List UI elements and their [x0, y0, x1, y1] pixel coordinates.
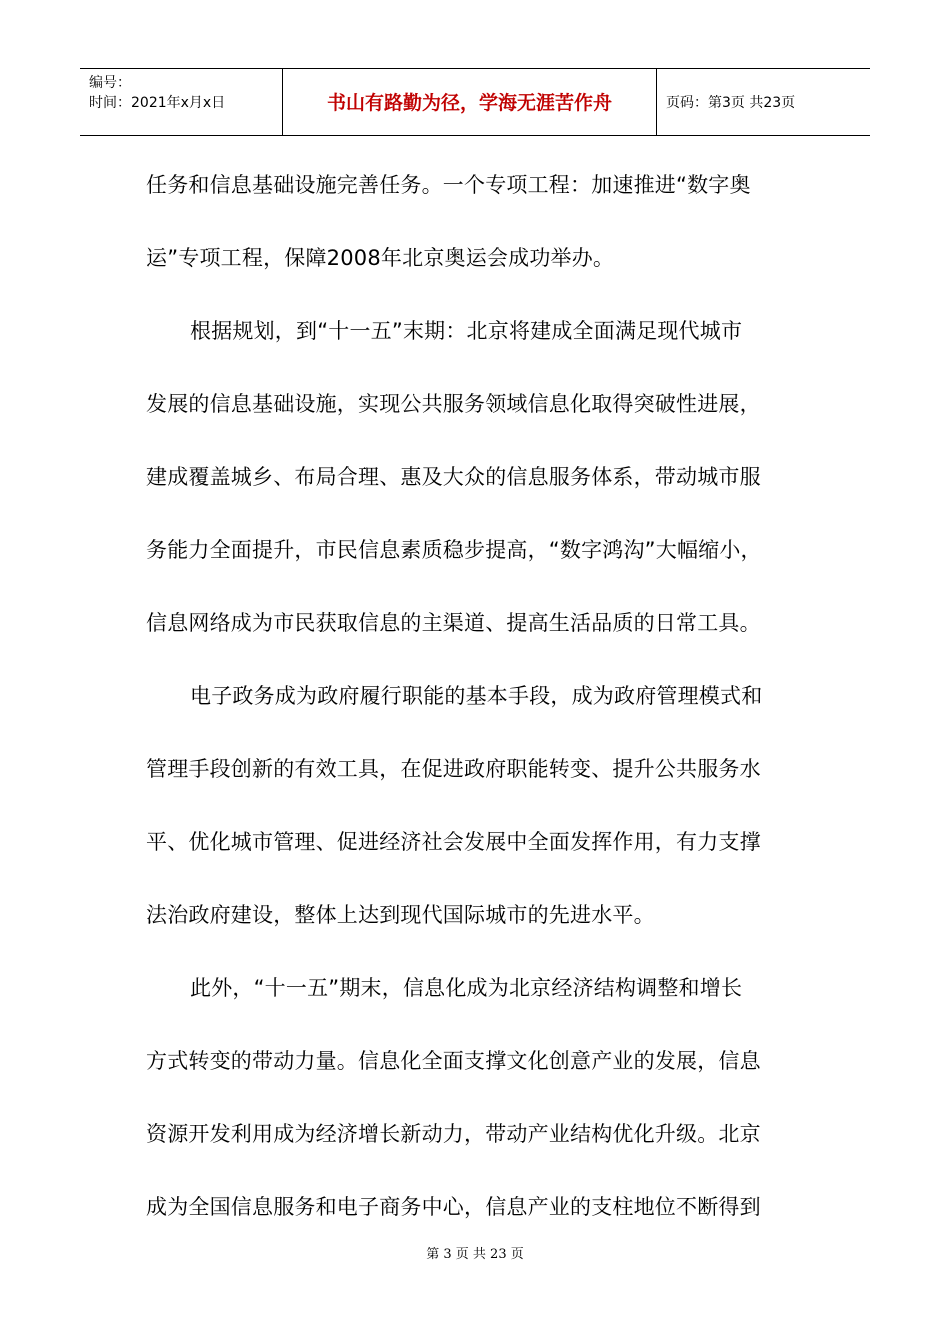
- document-body: [146, 163, 806, 1258]
- page-header: [80, 68, 870, 136]
- body-line: 务能力全面提升，市民信息素质稳步提高，“数字鸿沟”大幅缩小，: [146, 538, 762, 562]
- body-line: 管理手段创新的有效工具，在促进政府职能转变、提升公共服务水: [146, 757, 761, 781]
- body-line: 资源开发利用成为经济增长新动力，带动产业结构优化升级。北京: [146, 1122, 761, 1146]
- body-line: 电子政务成为政府履行职能的基本手段，成为政府管理模式和: [190, 684, 763, 708]
- header-number-label: 编号：: [89, 75, 131, 91]
- body-line: 信息网络成为市民获取信息的主渠道、提高生活品质的日常工具。: [146, 611, 761, 635]
- header-time-label: 时间：2021年x月x日: [89, 95, 226, 111]
- page-footer: 第 3 页 共 23 页: [426, 1247, 524, 1262]
- header-page-info: 页码：第3页 共23页: [666, 95, 796, 111]
- header-meta: [89, 73, 225, 113]
- body-line: 运”专项工程，保障2008年北京奥运会成功举办。: [146, 246, 615, 270]
- body-line: 任务和信息基础设施完善任务。一个专项工程：加速推进“数字奥: [146, 173, 751, 197]
- body-line: 平、优化城市管理、促进经济社会发展中全面发挥作用，有力支撑: [146, 830, 761, 854]
- body-line: 方式转变的带动力量。信息化全面支撑文化创意产业的发展，信息: [146, 1049, 761, 1073]
- body-line: 法治政府建设，整体上达到现代国际城市的先进水平。: [146, 903, 655, 927]
- body-line: 根据规划，到“十一五”末期：北京将建成全面满足现代城市: [190, 319, 743, 343]
- header-motto: 书山有路勤为径，学海无涯苦作舟: [326, 92, 612, 114]
- body-line: 发展的信息基础设施，实现公共服务领域信息化取得突破性进展，: [146, 392, 761, 416]
- header-divider: [656, 69, 657, 135]
- body-line: 成为全国信息服务和电子商务中心，信息产业的支柱地位不断得到: [146, 1195, 761, 1219]
- body-line: 建成覆盖城乡、布局合理、惠及大众的信息服务体系，带动城市服: [146, 465, 761, 489]
- body-line: 此外，“十一五”期末，信息化成为北京经济结构调整和增长: [190, 976, 743, 1000]
